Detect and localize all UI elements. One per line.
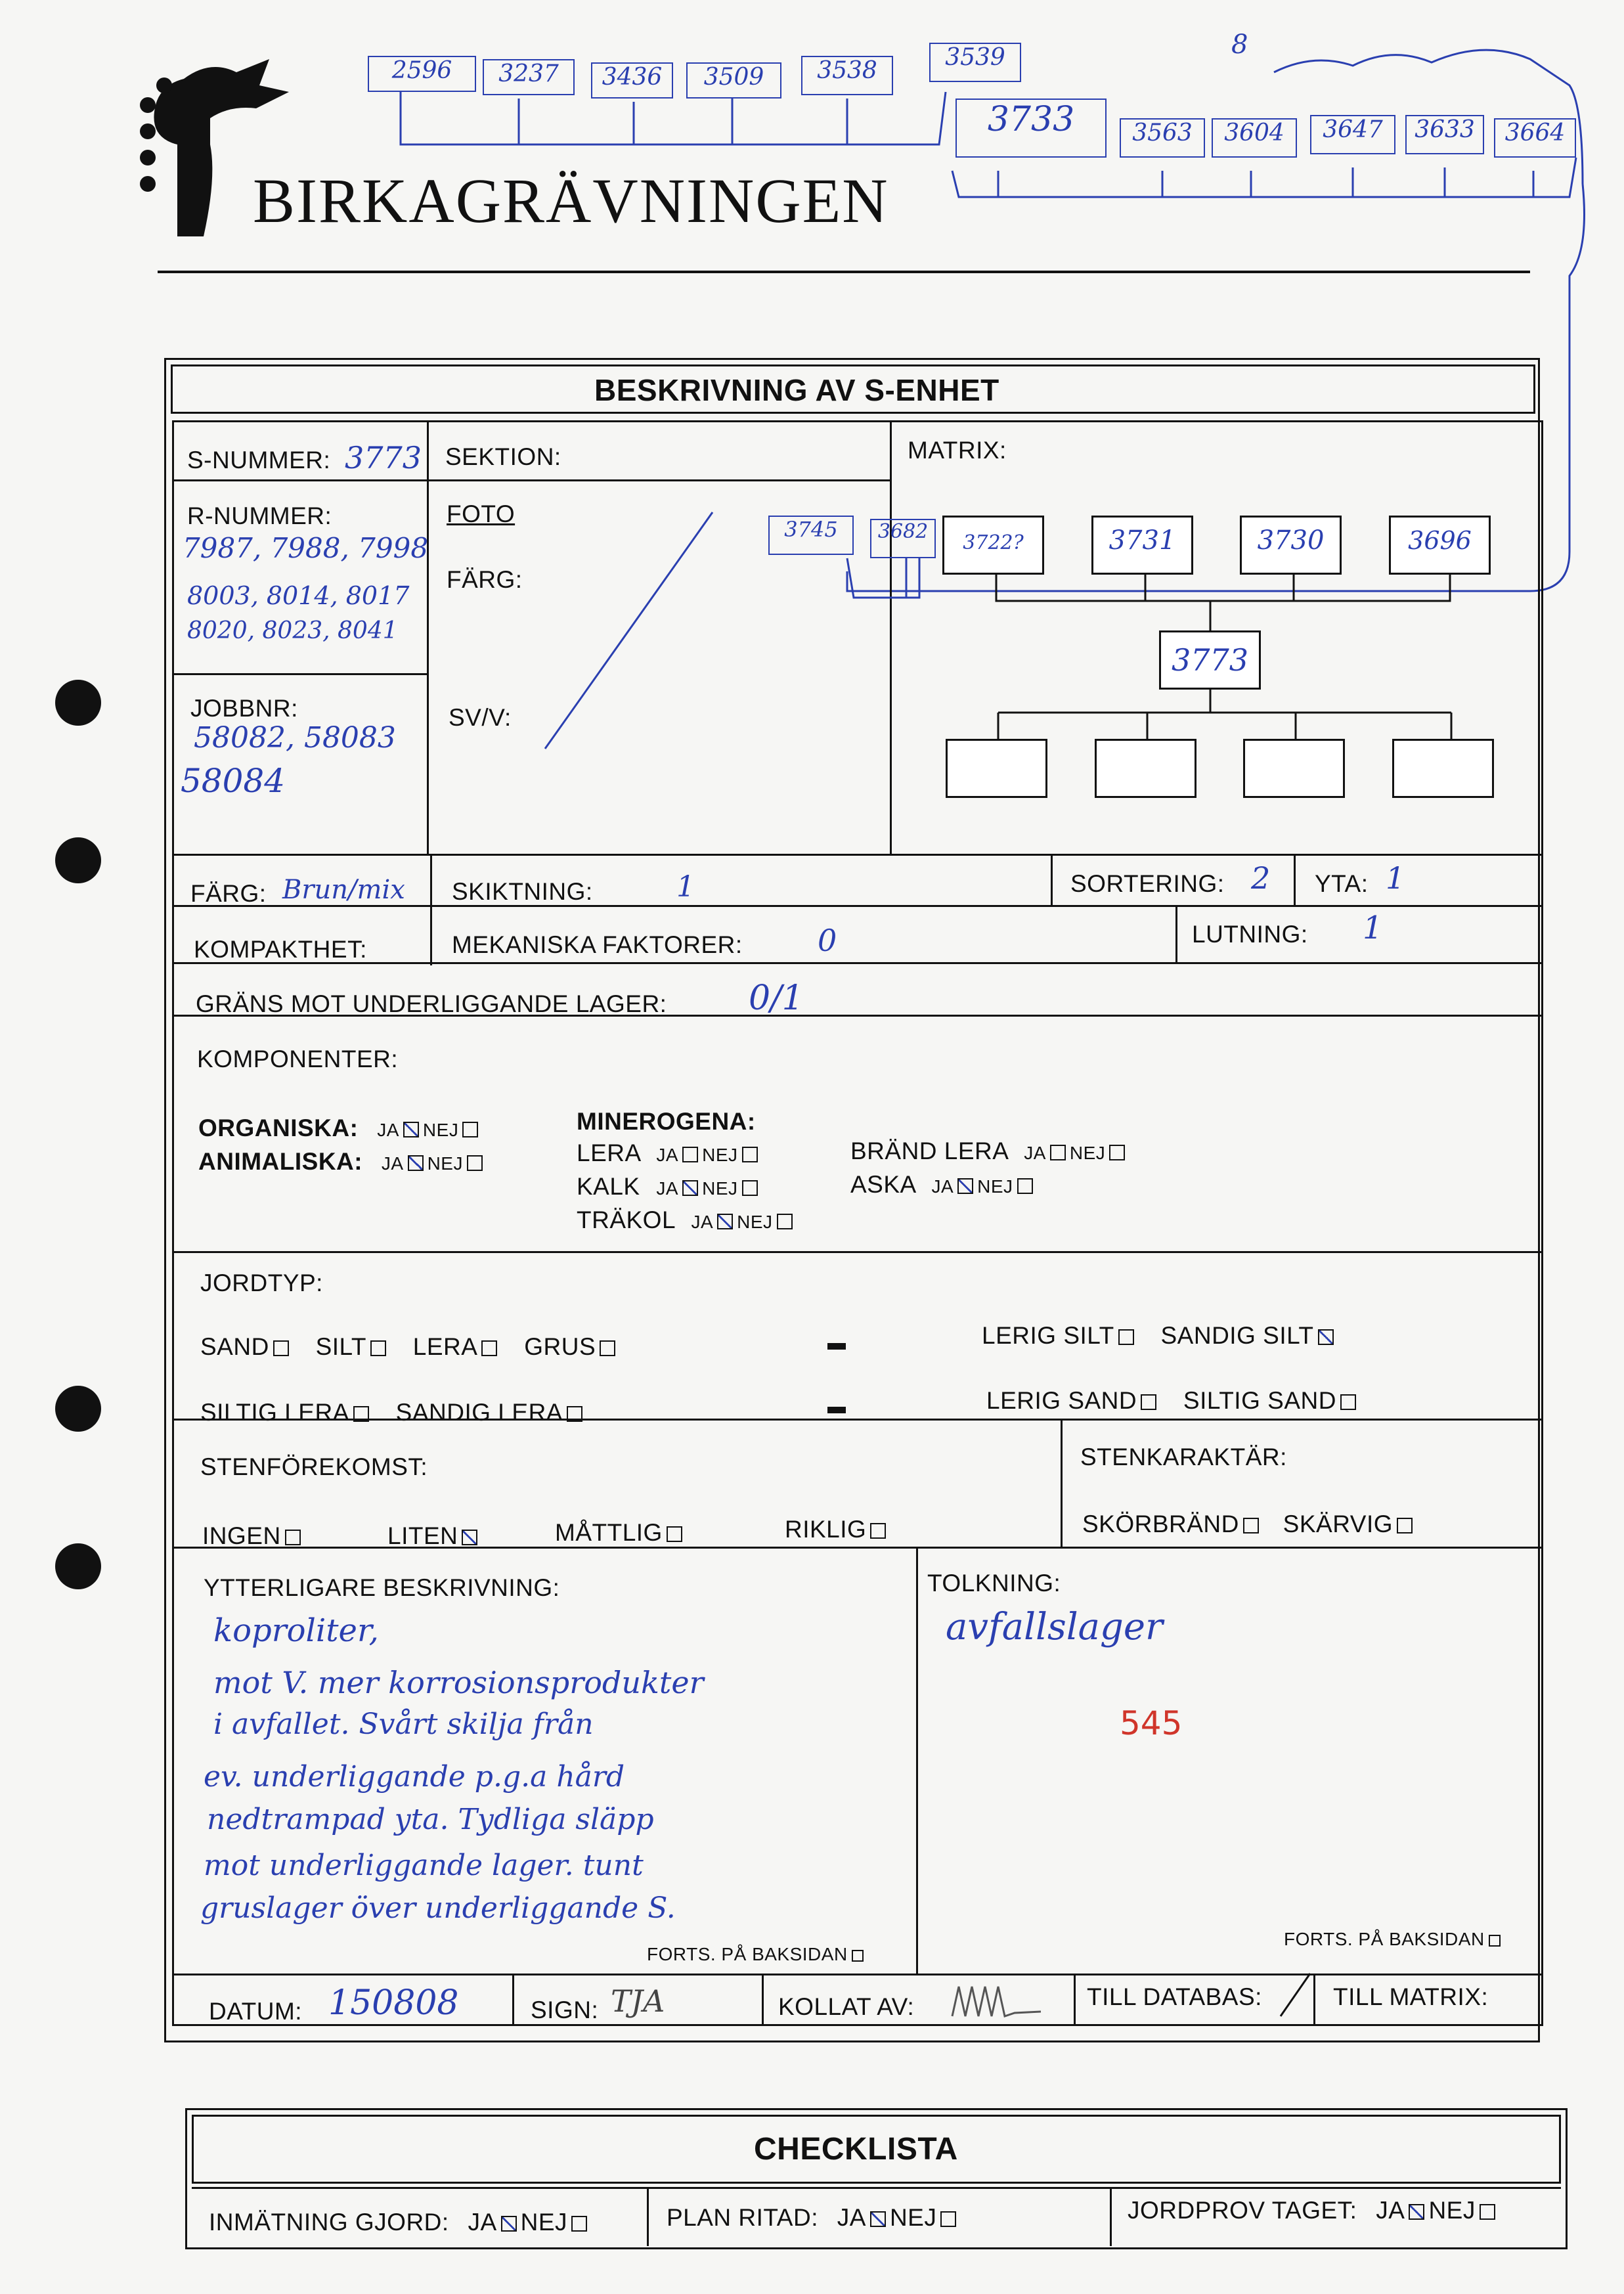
matrix-parent-box[interactable]: 3696 xyxy=(1389,516,1491,575)
annotation-box: 3509 xyxy=(686,62,781,99)
brand-lera-nej-checkbox[interactable] xyxy=(1109,1145,1125,1160)
lera-ja-checkbox[interactable] xyxy=(682,1147,698,1162)
brand-lera-row: BRÄND LERA JA NEJ xyxy=(850,1137,1129,1165)
s-nummer-value[interactable]: 3773 xyxy=(345,440,422,475)
matrix-parent-box[interactable]: 3722? xyxy=(942,516,1044,575)
sign-label: SIGN: xyxy=(531,1996,599,2023)
silt-checkbox[interactable] xyxy=(370,1340,386,1356)
punch-hole xyxy=(55,1543,101,1589)
foto-label: FOTO xyxy=(447,500,516,527)
annotation-note: 8 xyxy=(1231,30,1248,60)
lutning-label: LUTNING: xyxy=(1192,921,1308,948)
jobbnr-line[interactable]: 58084 xyxy=(181,762,286,800)
annotation-box-large: 3733 xyxy=(955,99,1107,158)
annotation-box: 3664 xyxy=(1494,118,1576,158)
grus-checkbox[interactable] xyxy=(600,1340,615,1356)
brand-lera-ja-checkbox[interactable] xyxy=(1050,1145,1066,1160)
skarvig-checkbox[interactable] xyxy=(1397,1518,1413,1533)
lera-checkbox[interactable] xyxy=(481,1340,497,1356)
description-line: gruslager över underliggande S. xyxy=(200,1891,676,1925)
jordtyp-row-2: SILTIG LERA SANDIG LERA xyxy=(200,1399,586,1426)
farg-label: FÄRG: xyxy=(190,880,267,907)
annotation-box: 3539 xyxy=(929,43,1021,82)
datum-value[interactable]: 150808 xyxy=(328,1983,459,2023)
matrix-connectors xyxy=(841,552,1510,742)
sortering-label: SORTERING: xyxy=(1070,870,1225,897)
description-line: ev. underliggande p.g.a hård xyxy=(204,1760,625,1794)
stenkaraktar-row: SKÖRBRÄND SKÄRVIG xyxy=(1082,1511,1416,1538)
animaliska-ja-checkbox[interactable] xyxy=(408,1155,424,1171)
annotation-box: 3647 xyxy=(1310,115,1395,154)
riklig-checkbox[interactable] xyxy=(870,1523,886,1539)
organiska-nej-checkbox[interactable] xyxy=(462,1122,478,1137)
lera-row: LERA JA NEJ xyxy=(577,1139,762,1167)
jordtyp-label: JORDTYP: xyxy=(200,1269,323,1296)
r-nummer-line[interactable]: 8020, 8023, 8041 xyxy=(187,617,398,644)
plan-row: PLAN RITAD: JA NEJ xyxy=(667,2204,960,2232)
plan-ja-checkbox[interactable] xyxy=(870,2211,886,2227)
jordprov-ja-checkbox[interactable] xyxy=(1409,2204,1424,2220)
punch-hole xyxy=(55,1386,101,1432)
stenforekomst-row: INGEN xyxy=(202,1522,305,1550)
sandig-silt-checkbox[interactable] xyxy=(1318,1329,1334,1345)
mekaniska-label: MEKANISKA FAKTORER: xyxy=(452,931,743,958)
inmatning-ja-checkbox[interactable] xyxy=(501,2216,517,2232)
sandig-lera-checkbox[interactable] xyxy=(567,1406,582,1422)
jobbnr-line[interactable]: 58082, 58083 xyxy=(194,721,396,755)
sektion-label: SEKTION: xyxy=(445,443,561,470)
organiska-ja-checkbox[interactable] xyxy=(403,1122,419,1137)
r-nummer-line[interactable]: 8003, 8014, 8017 xyxy=(187,581,410,610)
r-nummer-label: R-NUMMER: xyxy=(187,502,332,529)
strike-line xyxy=(538,506,735,755)
lerig-silt-checkbox[interactable] xyxy=(1118,1329,1134,1345)
yta-label: YTA: xyxy=(1315,870,1369,897)
jordtyp-row-1b: LERIG SILT SANDIG SILT xyxy=(982,1322,1338,1350)
tolkning-label: TOLKNING: xyxy=(927,1570,1061,1597)
aska-row: ASKA JA NEJ xyxy=(850,1171,1037,1199)
komponenter-label: KOMPONENTER: xyxy=(197,1046,399,1072)
ingen-checkbox[interactable] xyxy=(285,1530,301,1545)
punch-hole xyxy=(55,680,101,726)
annotation-box: 3436 xyxy=(591,62,673,99)
ytterligare-forts: FORTS. PÅ BAKSIDAN xyxy=(647,1944,867,1965)
jobbnr-label: JOBBNR: xyxy=(190,695,298,722)
trakol-nej-checkbox[interactable] xyxy=(777,1214,793,1229)
lerig-sand-checkbox[interactable] xyxy=(1141,1394,1156,1410)
annotation-box: 2596 xyxy=(368,56,476,92)
liten-checkbox[interactable] xyxy=(462,1530,477,1545)
till-databas-label: TILL DATABAS: xyxy=(1087,1983,1262,2010)
sortering-value[interactable]: 2 xyxy=(1251,860,1271,896)
tolkning-forts-checkbox[interactable] xyxy=(1489,1935,1501,1947)
svv-label: SV/V: xyxy=(449,704,512,731)
sand-checkbox[interactable] xyxy=(273,1340,289,1356)
siltig-lera-checkbox[interactable] xyxy=(353,1406,369,1422)
grans-value[interactable]: 0/1 xyxy=(749,979,804,1018)
description-line: i avfallet. Svårt skilja från xyxy=(213,1708,594,1741)
matrix-parent-box[interactable]: 3731 xyxy=(1091,516,1193,575)
annotation-box: 3563 xyxy=(1120,118,1205,158)
annotation-box: 3538 xyxy=(801,56,893,95)
tolkning-forts: FORTS. PÅ BAKSIDAN xyxy=(1284,1929,1504,1950)
minerogena-label: MINEROGENA: xyxy=(577,1108,756,1135)
jordtyp-row-2b: LERIG SAND SILTIG SAND xyxy=(986,1387,1360,1415)
siltig-sand-checkbox[interactable] xyxy=(1340,1394,1356,1410)
dash-mark xyxy=(827,1343,846,1350)
lutning-value[interactable]: 1 xyxy=(1363,910,1383,946)
plan-nej-checkbox[interactable] xyxy=(940,2211,956,2227)
aska-ja-checkbox[interactable] xyxy=(957,1178,973,1194)
annotation-box: 3604 xyxy=(1212,118,1297,158)
aska-nej-checkbox[interactable] xyxy=(1017,1178,1033,1194)
farg-value[interactable]: Brun/mix xyxy=(282,875,405,905)
matrix-child-box[interactable] xyxy=(1392,739,1494,798)
s-nummer-label: S-NUMMER: xyxy=(187,447,331,474)
ytterligare-forts-checkbox[interactable] xyxy=(852,1950,864,1962)
matrix-label: MATRIX: xyxy=(908,437,1007,464)
annotation-box: 3633 xyxy=(1405,115,1484,154)
description-line: koproliter, xyxy=(213,1612,379,1649)
description-line: nedtrampad yta. Tydliga släpp xyxy=(207,1803,654,1836)
form-title: BESKRIVNING AV S-ENHET xyxy=(594,373,999,407)
organiska-row: ORGANISKA: JA NEJ xyxy=(198,1114,482,1142)
sign-value[interactable]: TJA xyxy=(611,1983,665,2019)
matrix-child-box[interactable] xyxy=(946,739,1047,798)
jordprov-row: JORDPROV TAGET: JA NEJ xyxy=(1128,2197,1499,2224)
trakol-ja-checkbox[interactable] xyxy=(717,1214,733,1229)
org-name: BIRKAGRÄVNINGEN xyxy=(253,165,889,236)
trakol-row: TRÄKOL JA NEJ xyxy=(577,1206,797,1234)
tolkning-value[interactable]: avfallslager xyxy=(946,1606,1163,1648)
inmatning-row: INMÄTNING GJORD: JA NEJ xyxy=(209,2209,591,2236)
farg-top-label: FÄRG: xyxy=(447,566,523,593)
matrix-child-box[interactable] xyxy=(1243,739,1345,798)
matrix-side-box: 3682 xyxy=(870,519,936,558)
kalk-row: KALK JA NEJ xyxy=(577,1173,762,1201)
r-nummer-line[interactable]: 7987, 7988, 7998 xyxy=(183,532,429,564)
description-line: mot underliggande lager. tunt xyxy=(204,1849,644,1882)
mattlig-checkbox[interactable] xyxy=(667,1526,682,1542)
till-databas-check[interactable] xyxy=(1274,1970,1313,2023)
skiktning-value[interactable]: 1 xyxy=(676,870,695,904)
tolkning-red-number: 545 xyxy=(1120,1704,1183,1742)
inmatning-nej-checkbox[interactable] xyxy=(571,2216,587,2232)
skorbrand-checkbox[interactable] xyxy=(1243,1518,1259,1533)
kalk-nej-checkbox[interactable] xyxy=(742,1180,758,1196)
stenforekomst-label: STENFÖREKOMST: xyxy=(200,1453,428,1480)
matrix-parent-box[interactable]: 3730 xyxy=(1240,516,1342,575)
kompakthet-label: KOMPAKTHET: xyxy=(194,936,367,963)
jordtyp-row-1: SAND SILT LERA GRUS xyxy=(200,1333,619,1361)
datum-label: DATUM: xyxy=(209,1998,303,2025)
animaliska-row: ANIMALISKA: JA NEJ xyxy=(198,1148,487,1176)
description-line: mot V. mer korrosionsprodukter xyxy=(213,1665,704,1700)
matrix-center-box[interactable]: 3773 xyxy=(1159,630,1261,690)
kollat-label: KOLLAT AV: xyxy=(778,1993,915,2020)
animaliska-nej-checkbox[interactable] xyxy=(467,1155,483,1171)
matrix-child-box[interactable] xyxy=(1095,739,1196,798)
lera-nej-checkbox[interactable] xyxy=(742,1147,758,1162)
grans-label: GRÄNS MOT UNDERLIGGANDE LAGER: xyxy=(196,990,667,1017)
yta-value[interactable]: 1 xyxy=(1386,860,1405,896)
kollat-signature[interactable] xyxy=(949,1980,1047,2019)
dash-mark xyxy=(827,1407,846,1413)
jordprov-nej-checkbox[interactable] xyxy=(1480,2204,1495,2220)
matrix-side-box: 3745 xyxy=(768,516,854,555)
ytterligare-label: YTTERLIGARE BESKRIVNING: xyxy=(204,1574,560,1601)
punch-hole xyxy=(55,837,101,883)
skiktning-label: SKIKTNING: xyxy=(452,878,593,905)
till-matrix-label: TILL MATRIX: xyxy=(1333,1983,1489,2010)
kalk-ja-checkbox[interactable] xyxy=(682,1180,698,1196)
stenkaraktar-label: STENKARAKTÄR: xyxy=(1080,1444,1287,1470)
annotation-box: 3237 xyxy=(483,59,575,95)
checklist-title: CHECKLISTA xyxy=(754,2132,958,2167)
mekaniska-value[interactable]: 0 xyxy=(818,923,837,958)
